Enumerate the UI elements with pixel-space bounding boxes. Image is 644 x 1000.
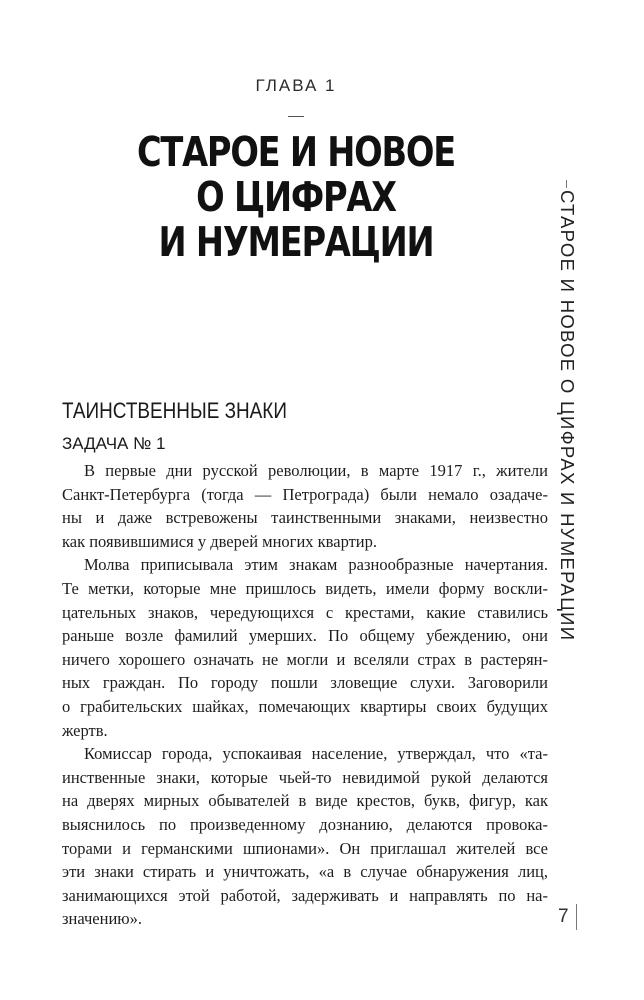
chapter-label: ГЛАВА 1 [255,76,337,95]
section-heading: ТАИНСТВЕННЫЕ ЗНАКИ [62,398,287,423]
page-number-rule [576,904,577,930]
text-line: значению». [62,909,142,929]
running-title-rule [566,180,567,188]
chapter-divider [288,116,304,117]
task-heading: ЗАДАЧА № 1 [62,434,166,453]
chapter-title-line-1: СТАРОЕ И НОВОЕ [136,128,456,176]
text-line: Санкт-Петербурга (тогда — Петрограда) были немало озадаче- [62,484,548,504]
paragraph-3 [62,742,548,931]
text-line: цательных знаков, чередующихся с крестами, какие ставились [62,602,548,622]
text-line: о грабительских шайках, помечающих квартиры своих будущих [62,696,548,716]
text-line: В первые дни русской революции, в марте 1917 г., жители [84,461,548,480]
text-line: ных граждан. По городу пошли зловещие слухи. Заговорили [62,673,548,693]
chapter-title-line-2: О ЦИФРАХ [196,173,396,221]
chapter-title-line-3: И НУМЕРАЦИИ [158,218,434,266]
page-number: 7 [558,906,569,927]
text-line: Те метки, которые мне пришлось видеть, имели форму воскли- [62,578,548,598]
text-line: ны и даже встревожены таинственными знаками, неизвестно [62,508,548,528]
running-title: СТАРОЕ И НОВОЕ О ЦИФРАХ И НУМЕРАЦИИ [557,190,578,642]
text-line: на дверях мирных обывателей в виде крестов, букв, фигур, как [62,791,548,811]
text-line: занимающихся этой работой, задерживать и направлять по на- [62,885,548,905]
text-line: Молва приписывала этим знакам разнообразные начертания. [84,555,548,575]
paragraph-1 [62,459,548,553]
text-line: выяснилось по произведенному дознанию, делаются провока- [62,814,548,834]
text-line: эти знаки стирать и уничтожать, «а в случае обнаружения лиц, [62,862,548,882]
text-line: Комиссар города, успокаивая население, утверждал, что «та- [84,744,548,764]
text-line: жертв. [62,720,108,740]
chapter-title [53,130,538,265]
text-line: ничего хорошего означать не могли и вселяли страх в растерян- [62,649,548,669]
text-line: торами и германскими шпионами». Он приглашал жителей все [62,838,548,858]
text-line: инственные знаки, которые чьей-то невидимой рукой делаются [62,767,548,787]
text-line: как появившимися у дверей многих квартир. [62,531,378,551]
body-text [62,459,548,931]
text-line: раньше возле фамилий умерших. По общему убеждению, они [62,626,548,646]
paragraph-2 [62,553,548,742]
